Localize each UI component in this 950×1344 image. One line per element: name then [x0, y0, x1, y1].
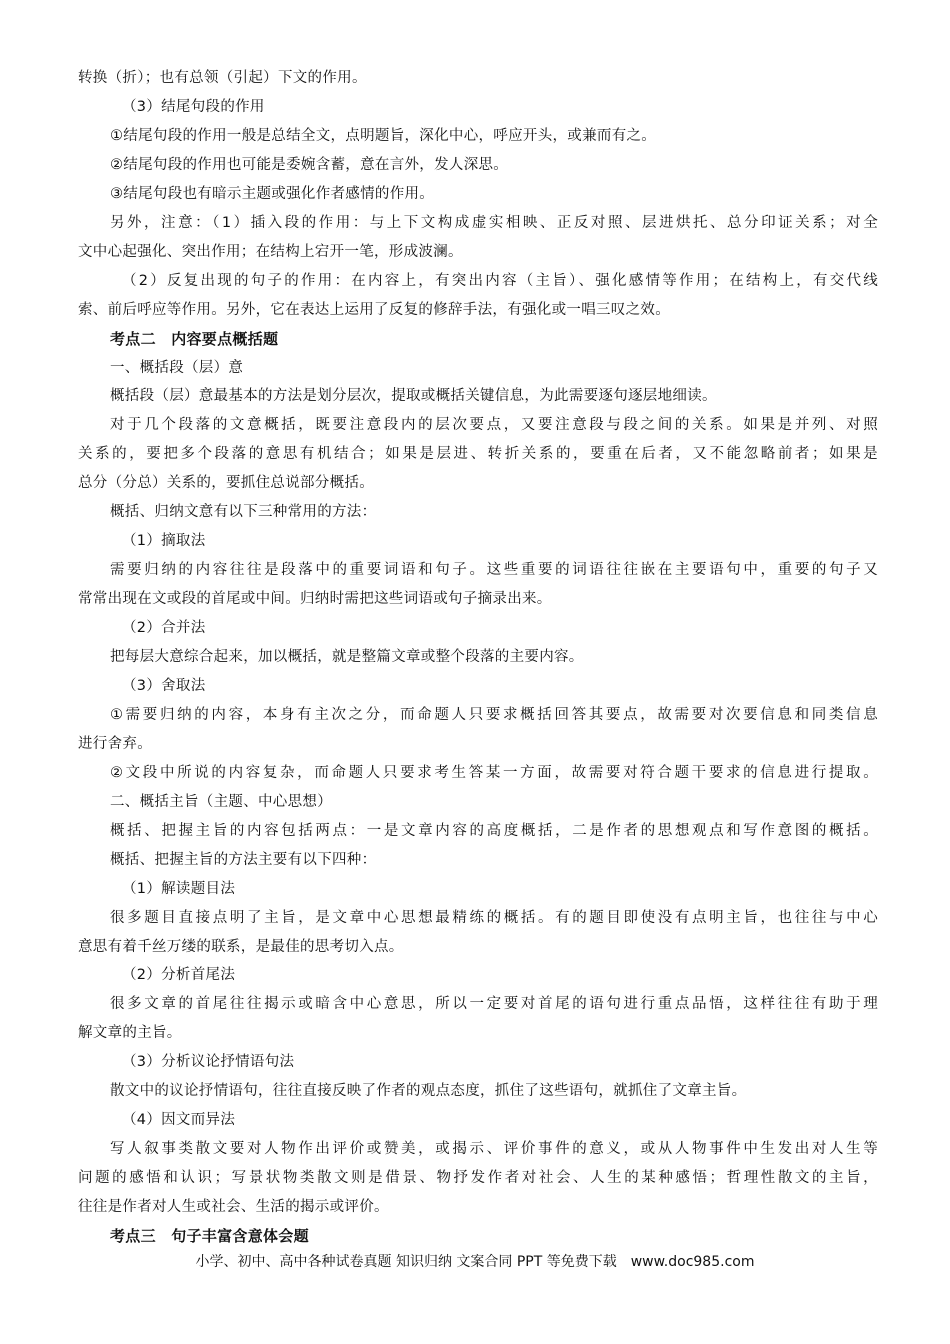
- text-line: ②文段中所说的内容复杂，而命题人只要求考生答某一方面，故需要对符合题干要求的信息进行提取。: [110, 765, 878, 781]
- text-line: 意思有着千丝万缕的联系，是最佳的思考切入点。: [78, 939, 404, 955]
- text-line: 另外，注意：（1）插入段的作用：与上下文构成虚实相映、正反对照、层进烘托、总分印证关系；对全: [110, 215, 878, 231]
- text-line: （2）分析首尾法: [122, 967, 236, 983]
- text-line: 概括、归纳文意有以下三种常用的方法：: [110, 504, 377, 520]
- text-line: 写人叙事类散文要对人物作出评价或赞美，或揭示、评价事件的意义，或从人物事件中生发出对人生等: [110, 1141, 878, 1157]
- text-line: （3）舍取法: [122, 678, 206, 694]
- text-line: （2）合并法: [122, 620, 206, 636]
- text-line: 往往是作者对人生或社会、生活的揭示或评价。: [78, 1199, 389, 1215]
- text-line: （4）因文而异法: [122, 1112, 236, 1128]
- text-line: 概括段（层）意最基本的方法是划分层次，提取或概括关键信息，为此需要逐句逐层地细读。: [110, 388, 717, 404]
- text-line: 很多题目直接点明了主旨，是文章中心思想最精练的概括。有的题目即使没有点明主旨，也往往与中心: [110, 910, 878, 926]
- text-line: 对于几个段落的文意概括，既要注意段内的层次要点，又要注意段与段之间的关系。如果是并列、对照: [110, 417, 878, 433]
- text-line: 把每层大意综合起来，加以概括，就是整篇文章或整个段落的主要内容。: [110, 649, 584, 665]
- text-line: 概括、把握主旨的方法主要有以下四种：: [110, 852, 377, 868]
- text-line: ①需要归纳的内容，本身有主次之分，而命题人只要求概括回答其要点，故需要对次要信息和同类信息: [110, 707, 878, 723]
- text-line: 解文章的主旨。: [78, 1025, 182, 1041]
- text-line: 需要归纳的内容往往是段落中的重要词语和句子。这些重要的词语往往嵌在主要语句中，重要的句子又: [110, 562, 878, 578]
- text-line: 索、前后呼应等作用。另外，它在表达上运用了反复的修辞手法，有强化或一唱三叹之效。: [78, 302, 670, 318]
- text-line: 总分（分总）关系的，要抓住总说部分概括。: [78, 475, 374, 491]
- text-line: 文中心起强化、突出作用；在结构上宕开一笔，形成波澜。: [78, 244, 463, 260]
- text-line: 进行舍弃。: [78, 736, 152, 752]
- text-line: 常常出现在文或段的首尾或中间。归纳时需把这些词语或句子摘录出来。: [78, 591, 552, 607]
- text-line: ③结尾句段也有暗示主题或强化作者感情的作用。: [110, 186, 435, 202]
- text-line: （1）摘取法: [122, 533, 206, 549]
- text-line: （3）分析议论抒情语句法: [122, 1054, 295, 1070]
- text-line: 关系的，要把多个段落的意思有机结合；如果是层进、转折关系的，要重在后者，又不能忽略前者；如果是: [78, 446, 878, 462]
- text-line: 很多文章的首尾往往揭示或暗含中心意思，所以一定要对首尾的语句进行重点品悟，这样往往有助于理: [110, 996, 878, 1012]
- text-line: 二、概括主旨（主题、中心思想）: [110, 794, 332, 810]
- page-footer: 小学、初中、高中各种试卷真题 知识归纳 文案合同 PPT 等免费下载 www.doc985.com: [195, 1254, 755, 1270]
- text-line: 问题的感悟和认识；写景状物类散文则是借景、物抒发作者对社会、人生的某种感悟；哲理性散文的主旨，: [78, 1170, 878, 1186]
- text-line: （2）反复出现的句子的作用：在内容上，有突出内容（主旨）、强化感情等作用；在结构上，有交代线: [122, 273, 878, 289]
- text-line: ②结尾句段的作用也可能是委婉含蓄，意在言外，发人深思。: [110, 157, 509, 173]
- text-line: 概括、把握主旨的内容包括两点：一是文章内容的高度概括，二是作者的思想观点和写作意图的概括。: [110, 823, 878, 839]
- text-line: （1）解读题目法: [122, 881, 236, 897]
- text-line: 转换（折）；也有总领（引起）下文的作用。: [78, 70, 367, 86]
- text-line: ①结尾句段的作用一般是总结全文，点明题旨，深化中心，呼应开头，或兼而有之。: [110, 128, 657, 144]
- text-line: 散文中的议论抒情语句，往往直接反映了作者的观点态度，抓住了这些语句，就抓住了文章主旨。: [110, 1083, 747, 1099]
- section-heading: 考点二 内容要点概括题: [110, 330, 279, 348]
- text-line: （3）结尾句段的作用: [122, 99, 265, 115]
- text-line: 一、概括段（层）意: [110, 360, 244, 376]
- section-heading: 考点三 句子丰富含意体会题: [110, 1227, 309, 1245]
